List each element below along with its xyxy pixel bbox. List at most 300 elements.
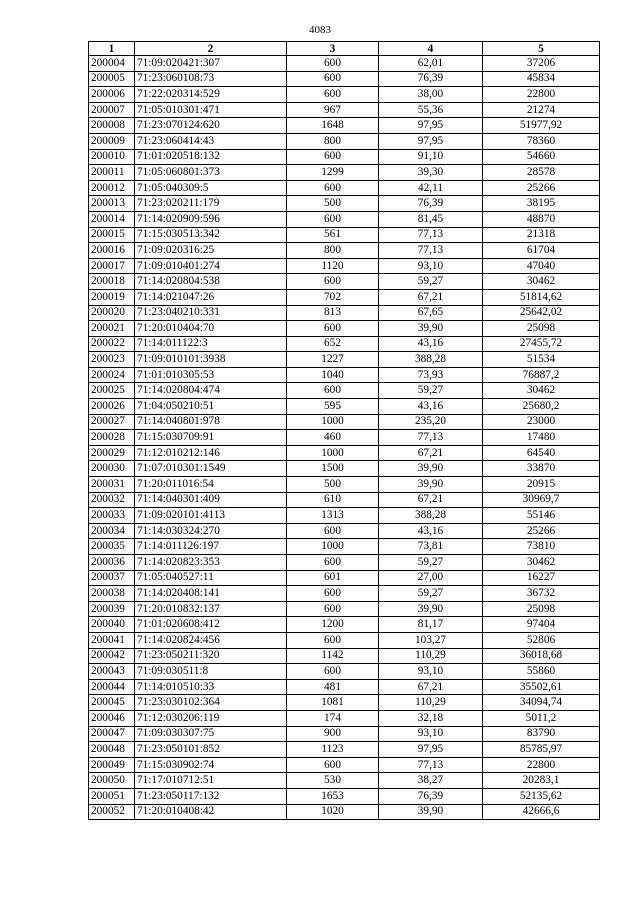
rate-cell: 59,27 <box>379 383 483 399</box>
value-cell: 37206 <box>483 56 600 72</box>
cadastral-number-cell: 71:14:020823:353 <box>135 555 287 571</box>
row-number-cell: 200011 <box>89 165 135 181</box>
area-cell: 600 <box>287 56 379 72</box>
table-row <box>89 773 600 789</box>
area-cell: 500 <box>287 477 379 493</box>
row-number-cell: 200015 <box>89 227 135 243</box>
value-cell: 54660 <box>483 149 600 165</box>
area-cell: 652 <box>287 336 379 352</box>
area-cell: 702 <box>287 289 379 305</box>
table-row <box>89 321 600 337</box>
table-row <box>89 56 600 72</box>
row-number-cell: 200052 <box>89 804 135 820</box>
cadastral-number-cell: 71:20:010404:70 <box>135 321 287 337</box>
cadastral-number-cell: 71:15:030709:91 <box>135 430 287 446</box>
row-number-cell: 200046 <box>89 710 135 726</box>
cadastral-number-cell: 71:14:040301:409 <box>135 492 287 508</box>
row-number-cell: 200049 <box>89 757 135 773</box>
rate-cell: 103,27 <box>379 632 483 648</box>
table-row <box>89 695 600 711</box>
row-number-cell: 200019 <box>89 289 135 305</box>
cadastral-number-cell: 71:23:050211:320 <box>135 648 287 664</box>
value-cell: 5011,2 <box>483 710 600 726</box>
column-header-3: 3 <box>287 42 379 56</box>
area-cell: 600 <box>287 274 379 290</box>
row-number-cell: 200043 <box>89 664 135 680</box>
row-number-cell: 200010 <box>89 149 135 165</box>
value-cell: 30462 <box>483 383 600 399</box>
cadastral-number-cell: 71:14:020408:141 <box>135 586 287 602</box>
row-number-cell: 200033 <box>89 508 135 524</box>
rate-cell: 27,00 <box>379 570 483 586</box>
rate-cell: 59,27 <box>379 586 483 602</box>
table-row <box>89 617 600 633</box>
area-cell: 600 <box>287 180 379 196</box>
area-cell: 1040 <box>287 367 379 383</box>
row-number-cell: 200027 <box>89 414 135 430</box>
rate-cell: 388,28 <box>379 508 483 524</box>
rate-cell: 97,95 <box>379 133 483 149</box>
area-cell: 600 <box>287 664 379 680</box>
row-number-cell: 200051 <box>89 788 135 804</box>
cadastral-number-cell: 71:23:050117:132 <box>135 788 287 804</box>
value-cell: 36018,68 <box>483 648 600 664</box>
table-row <box>89 289 600 305</box>
row-number-cell: 200036 <box>89 555 135 571</box>
row-number-cell: 200025 <box>89 383 135 399</box>
value-cell: 48870 <box>483 211 600 227</box>
value-cell: 25098 <box>483 601 600 617</box>
table-row <box>89 196 600 212</box>
table-row <box>89 539 600 555</box>
row-number-cell: 200039 <box>89 601 135 617</box>
value-cell: 28578 <box>483 165 600 181</box>
rate-cell: 97,95 <box>379 118 483 134</box>
rate-cell: 76,39 <box>379 71 483 87</box>
cadastral-number-cell: 71:09:010101:3938 <box>135 352 287 368</box>
row-number-cell: 200040 <box>89 617 135 633</box>
table-row <box>89 87 600 103</box>
value-cell: 78360 <box>483 133 600 149</box>
area-cell: 1648 <box>287 118 379 134</box>
area-cell: 967 <box>287 102 379 118</box>
rate-cell: 39,30 <box>379 165 483 181</box>
table-row <box>89 399 600 415</box>
table-row <box>89 227 600 243</box>
rate-cell: 67,21 <box>379 679 483 695</box>
rate-cell: 73,81 <box>379 539 483 555</box>
rate-cell: 43,16 <box>379 336 483 352</box>
cadastral-number-cell: 71:23:060414:43 <box>135 133 287 149</box>
area-cell: 1313 <box>287 508 379 524</box>
area-cell: 1020 <box>287 804 379 820</box>
value-cell: 55860 <box>483 664 600 680</box>
area-cell: 1653 <box>287 788 379 804</box>
row-number-cell: 200032 <box>89 492 135 508</box>
table-row <box>89 679 600 695</box>
rate-cell: 39,90 <box>379 804 483 820</box>
column-header-4: 4 <box>379 42 483 56</box>
table-row <box>89 165 600 181</box>
table-row <box>89 710 600 726</box>
area-cell: 595 <box>287 399 379 415</box>
table-row <box>89 383 600 399</box>
row-number-cell: 200021 <box>89 321 135 337</box>
cadastral-number-cell: 71:09:020316:25 <box>135 243 287 259</box>
area-cell: 600 <box>287 601 379 617</box>
area-cell: 1200 <box>287 617 379 633</box>
table-row <box>89 211 600 227</box>
rate-cell: 73,93 <box>379 367 483 383</box>
area-cell: 1299 <box>287 165 379 181</box>
table-row <box>89 118 600 134</box>
table-row <box>89 445 600 461</box>
value-cell: 21318 <box>483 227 600 243</box>
area-cell: 1500 <box>287 461 379 477</box>
rate-cell: 43,16 <box>379 399 483 415</box>
value-cell: 25098 <box>483 321 600 337</box>
cadastral-number-cell: 71:15:030513:342 <box>135 227 287 243</box>
area-cell: 800 <box>287 133 379 149</box>
value-cell: 22800 <box>483 87 600 103</box>
value-cell: 51534 <box>483 352 600 368</box>
rate-cell: 59,27 <box>379 555 483 571</box>
value-cell: 83790 <box>483 726 600 742</box>
area-cell: 1227 <box>287 352 379 368</box>
rate-cell: 67,21 <box>379 289 483 305</box>
value-cell: 73810 <box>483 539 600 555</box>
rate-cell: 43,16 <box>379 523 483 539</box>
row-number-cell: 200037 <box>89 570 135 586</box>
table-row <box>89 648 600 664</box>
cadastral-number-cell: 71:12:010212:146 <box>135 445 287 461</box>
table-row <box>89 477 600 493</box>
row-number-cell: 200020 <box>89 305 135 321</box>
rate-cell: 39,90 <box>379 321 483 337</box>
cadastral-number-cell: 71:14:011126:197 <box>135 539 287 555</box>
table-row <box>89 243 600 259</box>
row-number-cell: 200035 <box>89 539 135 555</box>
row-number-cell: 200026 <box>89 399 135 415</box>
cadastral-number-cell: 71:09:030511:8 <box>135 664 287 680</box>
value-cell: 52135,62 <box>483 788 600 804</box>
table-row <box>89 742 600 758</box>
value-cell: 51977,92 <box>483 118 600 134</box>
cadastral-number-cell: 71:20:010408:42 <box>135 804 287 820</box>
cadastral-number-cell: 71:14:021047:26 <box>135 289 287 305</box>
rate-cell: 62,01 <box>379 56 483 72</box>
column-header-5: 5 <box>483 42 600 56</box>
area-cell: 610 <box>287 492 379 508</box>
cadastral-number-cell: 71:20:011016:54 <box>135 477 287 493</box>
area-cell: 600 <box>287 523 379 539</box>
rate-cell: 235,20 <box>379 414 483 430</box>
cadastral-number-cell: 71:23:060108:73 <box>135 71 287 87</box>
rate-cell: 93,10 <box>379 258 483 274</box>
table-row <box>89 461 600 477</box>
cadastral-number-cell: 71:14:030324:270 <box>135 523 287 539</box>
rate-cell: 59,27 <box>379 274 483 290</box>
row-number-cell: 200016 <box>89 243 135 259</box>
area-cell: 1123 <box>287 742 379 758</box>
row-number-cell: 200042 <box>89 648 135 664</box>
rate-cell: 77,13 <box>379 757 483 773</box>
table-row <box>89 788 600 804</box>
rate-cell: 38,00 <box>379 87 483 103</box>
table-row <box>89 336 600 352</box>
cadastral-number-cell: 71:14:040801:978 <box>135 414 287 430</box>
table-row <box>89 414 600 430</box>
table-row <box>89 367 600 383</box>
row-number-cell: 200023 <box>89 352 135 368</box>
area-cell: 600 <box>287 71 379 87</box>
row-number-cell: 200031 <box>89 477 135 493</box>
cadastral-number-cell: 71:20:010832:137 <box>135 601 287 617</box>
table-header-row <box>89 42 600 56</box>
area-cell: 900 <box>287 726 379 742</box>
table-row <box>89 149 600 165</box>
cadastral-number-cell: 71:23:040210:331 <box>135 305 287 321</box>
area-cell: 561 <box>287 227 379 243</box>
cadastral-number-cell: 71:23:030102:364 <box>135 695 287 711</box>
rate-cell: 77,13 <box>379 227 483 243</box>
value-cell: 76887,2 <box>483 367 600 383</box>
area-cell: 813 <box>287 305 379 321</box>
cadastral-number-cell: 71:05:040309:5 <box>135 180 287 196</box>
table-row <box>89 804 600 820</box>
cadastral-number-cell: 71:14:020909:596 <box>135 211 287 227</box>
value-cell: 30462 <box>483 555 600 571</box>
page-number: 4083 <box>309 24 331 36</box>
row-number-cell: 200007 <box>89 102 135 118</box>
rate-cell: 55,36 <box>379 102 483 118</box>
row-number-cell: 200014 <box>89 211 135 227</box>
row-number-cell: 200050 <box>89 773 135 789</box>
rate-cell: 93,10 <box>379 726 483 742</box>
cadastral-number-cell: 71:05:040527:11 <box>135 570 287 586</box>
cadastral-number-cell: 71:15:030902:74 <box>135 757 287 773</box>
rate-cell: 38,27 <box>379 773 483 789</box>
row-number-cell: 200038 <box>89 586 135 602</box>
area-cell: 600 <box>287 87 379 103</box>
row-number-cell: 200034 <box>89 523 135 539</box>
area-cell: 1000 <box>287 445 379 461</box>
table-row <box>89 430 600 446</box>
data-table <box>88 41 600 820</box>
area-cell: 600 <box>287 757 379 773</box>
row-number-cell: 200022 <box>89 336 135 352</box>
table-row <box>89 726 600 742</box>
area-cell: 481 <box>287 679 379 695</box>
row-number-cell: 200041 <box>89 632 135 648</box>
cadastral-number-cell: 71:22:020314:529 <box>135 87 287 103</box>
row-number-cell: 200024 <box>89 367 135 383</box>
table-row <box>89 570 600 586</box>
value-cell: 97404 <box>483 617 600 633</box>
table-row <box>89 632 600 648</box>
area-cell: 500 <box>287 196 379 212</box>
row-number-cell: 200028 <box>89 430 135 446</box>
cadastral-number-cell: 71:23:050101:852 <box>135 742 287 758</box>
row-number-cell: 200044 <box>89 679 135 695</box>
rate-cell: 388,28 <box>379 352 483 368</box>
value-cell: 25642,02 <box>483 305 600 321</box>
row-number-cell: 200004 <box>89 56 135 72</box>
area-cell: 600 <box>287 211 379 227</box>
area-cell: 174 <box>287 710 379 726</box>
cadastral-number-cell: 71:05:060801:373 <box>135 165 287 181</box>
area-cell: 601 <box>287 570 379 586</box>
value-cell: 21274 <box>483 102 600 118</box>
row-number-cell: 200017 <box>89 258 135 274</box>
cadastral-number-cell: 71:09:030307:75 <box>135 726 287 742</box>
cadastral-number-cell: 71:23:070124:620 <box>135 118 287 134</box>
rate-cell: 42,11 <box>379 180 483 196</box>
rate-cell: 32,18 <box>379 710 483 726</box>
value-cell: 55146 <box>483 508 600 524</box>
row-number-cell: 200030 <box>89 461 135 477</box>
area-cell: 530 <box>287 773 379 789</box>
cadastral-number-cell: 71:14:020824:456 <box>135 632 287 648</box>
value-cell: 25266 <box>483 180 600 196</box>
cadastral-number-cell: 71:14:011122:3 <box>135 336 287 352</box>
value-cell: 22800 <box>483 757 600 773</box>
table-row <box>89 274 600 290</box>
row-number-cell: 200048 <box>89 742 135 758</box>
value-cell: 23000 <box>483 414 600 430</box>
table-row <box>89 102 600 118</box>
cadastral-number-cell: 71:09:010401:274 <box>135 258 287 274</box>
area-cell: 600 <box>287 383 379 399</box>
table-row <box>89 71 600 87</box>
table-row <box>89 305 600 321</box>
row-number-cell: 200029 <box>89 445 135 461</box>
value-cell: 51814,62 <box>483 289 600 305</box>
value-cell: 25266 <box>483 523 600 539</box>
value-cell: 20283,1 <box>483 773 600 789</box>
rate-cell: 39,90 <box>379 461 483 477</box>
rate-cell: 77,13 <box>379 430 483 446</box>
table-row <box>89 601 600 617</box>
column-header-1: 1 <box>89 42 135 56</box>
cadastral-number-cell: 71:12:030206:119 <box>135 710 287 726</box>
area-cell: 1081 <box>287 695 379 711</box>
rate-cell: 39,90 <box>379 477 483 493</box>
table-row <box>89 133 600 149</box>
area-cell: 460 <box>287 430 379 446</box>
value-cell: 27455,72 <box>483 336 600 352</box>
row-number-cell: 200047 <box>89 726 135 742</box>
value-cell: 20915 <box>483 477 600 493</box>
rate-cell: 76,39 <box>379 788 483 804</box>
value-cell: 45834 <box>483 71 600 87</box>
row-number-cell: 200008 <box>89 118 135 134</box>
table-row <box>89 757 600 773</box>
rate-cell: 67,21 <box>379 492 483 508</box>
area-cell: 600 <box>287 586 379 602</box>
rate-cell: 77,13 <box>379 243 483 259</box>
cadastral-number-cell: 71:23:020211:179 <box>135 196 287 212</box>
row-number-cell: 200005 <box>89 71 135 87</box>
area-cell: 600 <box>287 321 379 337</box>
cadastral-number-cell: 71:09:020101:4113 <box>135 508 287 524</box>
area-cell: 600 <box>287 149 379 165</box>
rate-cell: 67,65 <box>379 305 483 321</box>
value-cell: 85785,97 <box>483 742 600 758</box>
row-number-cell: 200012 <box>89 180 135 196</box>
rate-cell: 81,45 <box>379 211 483 227</box>
rate-cell: 110,29 <box>379 695 483 711</box>
cadastral-number-cell: 71:14:010510:33 <box>135 679 287 695</box>
cadastral-number-cell: 71:01:020608:412 <box>135 617 287 633</box>
table-row <box>89 492 600 508</box>
table-row <box>89 523 600 539</box>
row-number-cell: 200045 <box>89 695 135 711</box>
cadastral-number-cell: 71:07:010301:1549 <box>135 461 287 477</box>
rate-cell: 39,90 <box>379 601 483 617</box>
row-number-cell: 200009 <box>89 133 135 149</box>
rate-cell: 97,95 <box>379 742 483 758</box>
area-cell: 1000 <box>287 539 379 555</box>
cadastral-number-cell: 71:04:050210:51 <box>135 399 287 415</box>
value-cell: 16227 <box>483 570 600 586</box>
value-cell: 30969,7 <box>483 492 600 508</box>
area-cell: 1142 <box>287 648 379 664</box>
table-row <box>89 586 600 602</box>
area-cell: 600 <box>287 555 379 571</box>
value-cell: 34094,74 <box>483 695 600 711</box>
cadastral-number-cell: 71:01:010305:53 <box>135 367 287 383</box>
value-cell: 35502,61 <box>483 679 600 695</box>
rate-cell: 67,21 <box>379 445 483 461</box>
row-number-cell: 200018 <box>89 274 135 290</box>
cadastral-number-cell: 71:09:020421:307 <box>135 56 287 72</box>
value-cell: 33870 <box>483 461 600 477</box>
row-number-cell: 200006 <box>89 87 135 103</box>
row-number-cell: 200013 <box>89 196 135 212</box>
cadastral-number-cell: 71:17:010712:51 <box>135 773 287 789</box>
value-cell: 38195 <box>483 196 600 212</box>
table-row <box>89 508 600 524</box>
area-cell: 600 <box>287 632 379 648</box>
cadastral-number-cell: 71:14:020804:474 <box>135 383 287 399</box>
cadastral-number-cell: 71:05:010301:471 <box>135 102 287 118</box>
cadastral-number-cell: 71:01:020518:132 <box>135 149 287 165</box>
rate-cell: 76,39 <box>379 196 483 212</box>
table-row <box>89 352 600 368</box>
rate-cell: 91,10 <box>379 149 483 165</box>
table-body <box>89 56 600 820</box>
area-cell: 1000 <box>287 414 379 430</box>
rate-cell: 93,10 <box>379 664 483 680</box>
table-row <box>89 664 600 680</box>
value-cell: 17480 <box>483 430 600 446</box>
table-row <box>89 555 600 571</box>
value-cell: 30462 <box>483 274 600 290</box>
table-row <box>89 180 600 196</box>
value-cell: 64540 <box>483 445 600 461</box>
value-cell: 47040 <box>483 258 600 274</box>
value-cell: 52806 <box>483 632 600 648</box>
area-cell: 800 <box>287 243 379 259</box>
value-cell: 36732 <box>483 586 600 602</box>
value-cell: 42666,6 <box>483 804 600 820</box>
area-cell: 1120 <box>287 258 379 274</box>
rate-cell: 81,17 <box>379 617 483 633</box>
value-cell: 25680,2 <box>483 399 600 415</box>
value-cell: 61704 <box>483 243 600 259</box>
rate-cell: 110,29 <box>379 648 483 664</box>
